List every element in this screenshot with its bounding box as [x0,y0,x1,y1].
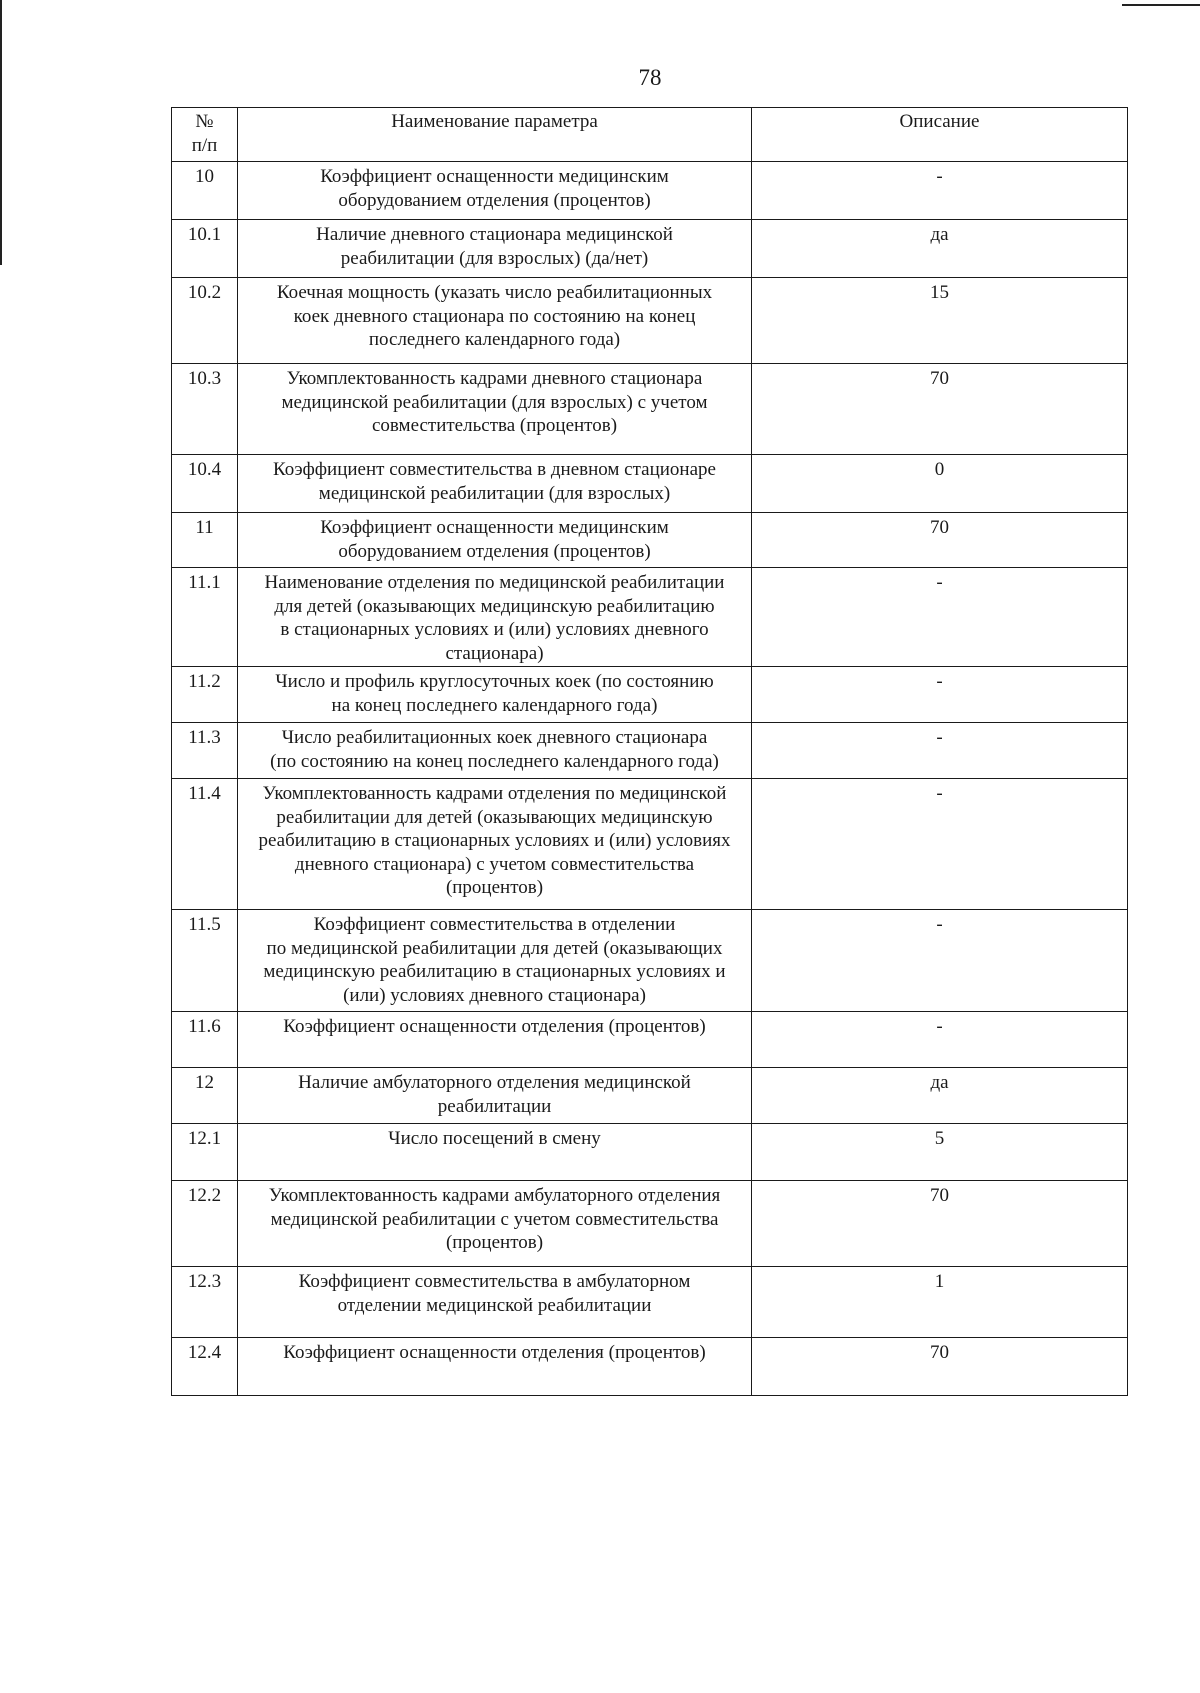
table-row [172,513,1128,568]
row-num: 12.2 [172,1181,238,1267]
row-desc: да [752,1068,1128,1124]
row-name: Коэффициент оснащенности отделения (процентов) [238,1338,752,1396]
row-desc: 0 [752,455,1128,513]
row-desc: - [752,162,1128,220]
table-row [172,162,1128,220]
row-num: 10.1 [172,220,238,278]
row-num: 12.3 [172,1267,238,1338]
row-desc: да [752,220,1128,278]
row-num: 11.2 [172,667,238,723]
row-desc: 5 [752,1124,1128,1181]
row-desc: 70 [752,513,1128,568]
row-desc: 15 [752,278,1128,364]
row-num: 11.5 [172,910,238,1012]
row-name: Коэффициент оснащенности медицинским оборудованием отделения (процентов) [238,162,752,220]
row-num: 12.1 [172,1124,238,1181]
row-name: Наличие дневного стационара медицинской реабилитации (для взрослых) (да/нет) [238,220,752,278]
row-num: 10.2 [172,278,238,364]
table-row [172,1181,1128,1267]
row-num: 10 [172,162,238,220]
table-header-row [172,108,1128,162]
table-row [172,1124,1128,1181]
row-name: Укомплектованность кадрами отделения по медицинской реабилитации для детей (оказывающих медицинскую реабилитацию в стационарных условиях и (или) условиях дневного стационара) с учетом совместительства (процентов) [238,779,752,910]
table-row [172,1267,1128,1338]
table-row [172,278,1128,364]
table-row [172,779,1128,910]
row-num: 11.1 [172,568,238,667]
row-num: 12.4 [172,1338,238,1396]
table-row [172,568,1128,667]
row-num: 11.6 [172,1012,238,1068]
row-desc: 1 [752,1267,1128,1338]
row-num: 11.3 [172,723,238,779]
table-row [172,667,1128,723]
row-name: Укомплектованность кадрами амбулаторного отделения медицинской реабилитации с учетом совместительства (процентов) [238,1181,752,1267]
table-row [172,1338,1128,1396]
parameters-table [171,107,1128,1396]
row-num: 10.3 [172,364,238,455]
row-num: 11.4 [172,779,238,910]
row-num: 12 [172,1068,238,1124]
row-desc: - [752,667,1128,723]
header-desc: Описание [752,108,1128,162]
row-name: Число реабилитационных коек дневного стационара (по состоянию на конец последнего календарного года) [238,723,752,779]
header-name: Наименование параметра [238,108,752,162]
row-desc: - [752,1012,1128,1068]
row-name: Наличие амбулаторного отделения медицинской реабилитации [238,1068,752,1124]
table-row [172,723,1128,779]
row-name: Коэффициент совместительства в отделении по медицинской реабилитации для детей (оказывающих медицинскую реабилитацию в стационарных условиях и (или) условиях дневного стационара) [238,910,752,1012]
row-name: Коэффициент оснащенности отделения (процентов) [238,1012,752,1068]
row-name: Число посещений в смену [238,1124,752,1181]
row-name: Коэффициент совместительства в амбулаторном отделении медицинской реабилитации [238,1267,752,1338]
row-name: Коэффициент совместительства в дневном стационаре медицинской реабилитации (для взрослых) [238,455,752,513]
row-desc: 70 [752,364,1128,455]
row-name: Коэффициент оснащенности медицинским оборудованием отделения (процентов) [238,513,752,568]
table-row [172,220,1128,278]
table-row [172,364,1128,455]
row-name: Наименование отделения по медицинской реабилитации для детей (оказывающих медицинскую реабилитацию в стационарных условиях и (или) условиях дневного стационара) [238,568,752,667]
row-desc: - [752,779,1128,910]
row-num: 10.4 [172,455,238,513]
row-desc: - [752,568,1128,667]
table-row [172,910,1128,1012]
scan-edge-left [0,0,2,265]
table-row [172,455,1128,513]
row-desc: 70 [752,1181,1128,1267]
table-row [172,1012,1128,1068]
row-desc: 70 [752,1338,1128,1396]
row-desc: - [752,723,1128,779]
row-name: Число и профиль круглосуточных коек (по состоянию на конец последнего календарного года) [238,667,752,723]
row-name: Коечная мощность (указать число реабилитационных коек дневного стационара по состоянию на конец последнего календарного года) [238,278,752,364]
row-name: Укомплектованность кадрами дневного стационара медицинской реабилитации (для взрослых) с учетом совместительства (процентов) [238,364,752,455]
header-num: № п/п [172,108,238,162]
table-row [172,1068,1128,1124]
row-num: 11 [172,513,238,568]
scan-edge-top [1122,4,1200,6]
page-number: 78 [638,65,662,90]
row-desc: - [752,910,1128,1012]
